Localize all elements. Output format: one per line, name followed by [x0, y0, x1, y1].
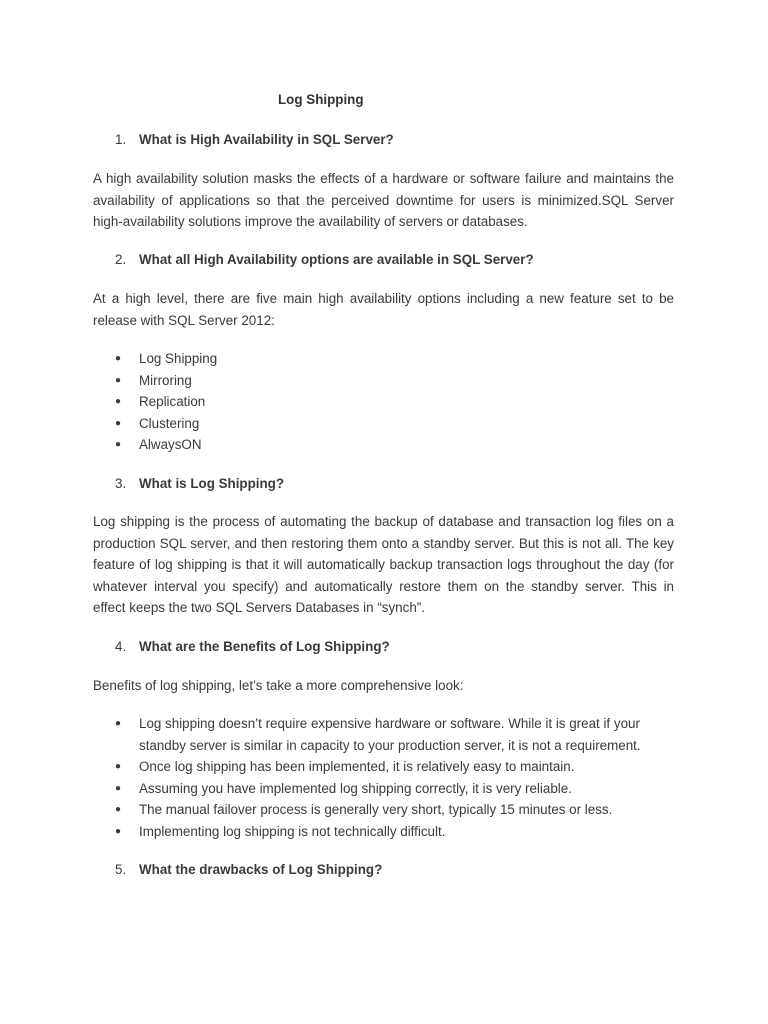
list-item-text: Mirroring	[139, 372, 192, 388]
list-item-text: Log shipping doesn’t require expensive hardware or software. While it is great if your	[139, 716, 640, 731]
list-item-text: Once log shipping has been implemented, it is relatively easy to maintain.	[139, 759, 575, 774]
bullet-icon: ●	[115, 353, 122, 364]
question-text: What is High Availability in SQL Server?	[139, 132, 394, 147]
bullet-icon: ●	[115, 417, 122, 429]
question-text: What are the Benefits of Log Shipping?	[139, 639, 390, 654]
bullet-icon: ●	[115, 374, 122, 386]
paragraph-benefits-intro	[93, 675, 674, 697]
list-item	[0, 821, 659, 843]
paragraph-line: Log shipping is the process of automating the backup of database and transaction log files on a	[93, 514, 674, 529]
list-item-text: The manual failover process is generally very short, typically 15 minutes or less.	[139, 802, 613, 817]
bullet-icon: ●	[115, 439, 122, 450]
question-text: What is Log Shipping?	[139, 476, 285, 491]
list-item	[0, 434, 659, 456]
list-item-text: Clustering	[139, 415, 200, 431]
paragraph-line: Benefits of log shipping, let’s take a more comprehensive look:	[93, 678, 464, 693]
list-item	[0, 391, 659, 413]
question-text: What all High Availability options are available in SQL Server?	[139, 252, 534, 267]
list-item	[0, 799, 659, 821]
paragraph-line: release with SQL Server 2012:	[93, 312, 275, 328]
benefits-list	[0, 713, 768, 842]
bullet-icon: ●	[115, 761, 122, 772]
list-item	[0, 348, 659, 370]
list-item	[0, 756, 659, 778]
list-item-text: Assuming you have implemented log shipping correctly, it is very reliable.	[139, 780, 572, 796]
paragraph-line: A high availability solution masks the effects of a hardware or software failure and maintains the	[93, 171, 674, 186]
paragraph-line: effect keeps the two SQL Servers Databases in “synch”.	[93, 600, 425, 615]
question-number: 5.	[115, 862, 127, 877]
list-item	[0, 413, 659, 435]
bullet-icon: ●	[115, 782, 122, 794]
options-list	[0, 348, 768, 456]
list-item-text: Log Shipping	[139, 351, 218, 366]
bullet-icon: ●	[115, 804, 122, 815]
paragraph-line: availability of applications so that the perceived downtime for users is minimized.SQL Server	[93, 192, 674, 208]
list-item	[0, 370, 659, 392]
list-item	[0, 778, 659, 800]
question-text: What the drawbacks of Log Shipping?	[139, 862, 383, 877]
question-number: 2.	[115, 252, 127, 267]
paragraph-line: feature of log shipping is that it will automatically backup transaction logs throughout the day (for	[93, 557, 674, 572]
question-number: 1.	[115, 132, 127, 147]
list-item	[0, 713, 659, 756]
list-item-text: Replication	[139, 394, 206, 409]
list-item-text: Implementing log shipping is not technically difficult.	[139, 823, 446, 839]
list-item-text: standby server is similar in capacity to your production server, it is not a requirement.	[139, 737, 641, 753]
bullet-icon: ●	[115, 825, 122, 837]
paragraph-line: high-availability solutions improve the availability of servers or databases.	[93, 214, 528, 229]
bullet-icon: ●	[115, 396, 122, 407]
paragraph-line: whatever interval you specify) and automatically restore them on the standby server. This in	[93, 578, 674, 594]
paragraph-line: production SQL server, and then restoring them onto a standby server. But this is not all. The key	[93, 535, 674, 551]
paragraph-options-intro	[93, 288, 674, 331]
bullet-icon: ●	[115, 718, 122, 729]
list-item-text: AlwaysON	[139, 437, 202, 452]
paragraph-log-shipping	[93, 511, 674, 619]
question-number: 3.	[115, 476, 127, 491]
paragraph-high-availability	[93, 168, 674, 233]
question-number: 4.	[115, 639, 127, 654]
document-title: Log Shipping	[278, 92, 364, 107]
paragraph-line: At a high level, there are five main high availability options including a new feature set to be	[93, 291, 674, 306]
